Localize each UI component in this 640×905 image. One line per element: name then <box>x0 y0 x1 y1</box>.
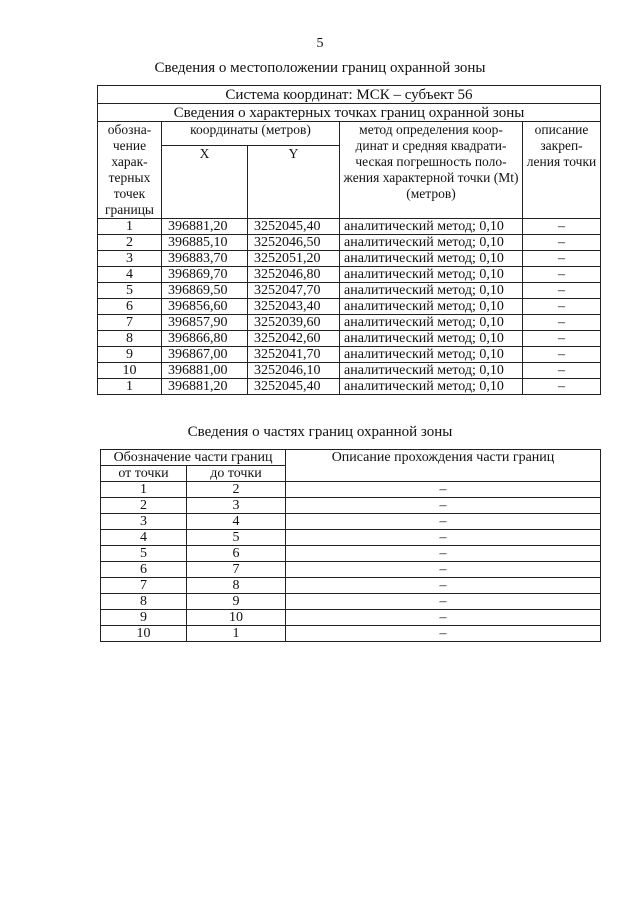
method-cell: аналитический метод; 0,10 <box>340 299 523 315</box>
table-row <box>98 267 601 283</box>
table-row <box>98 379 601 395</box>
coord-y: 3252046,50 <box>248 235 340 251</box>
boundary-points-table <box>97 85 601 395</box>
method-cell: аналитический метод; 0,10 <box>340 235 523 251</box>
description-cell: – <box>523 267 601 283</box>
boundary-points-body <box>98 219 601 395</box>
to-point: 1 <box>187 626 286 642</box>
part-description-cell: – <box>286 498 601 514</box>
method-cell: аналитический метод; 0,10 <box>340 379 523 395</box>
coord-x: 396856,60 <box>162 299 248 315</box>
point-number: 9 <box>98 347 162 363</box>
point-number: 7 <box>98 315 162 331</box>
from-point: 4 <box>101 530 187 546</box>
coord-x: 396869,70 <box>162 267 248 283</box>
header-method: метод определения коор-динат и средняя квадрати-ческая погрешность поло-жения характерной точки (Mt) (метров) <box>340 122 523 219</box>
section-title-boundaries: Сведения о местоположении границ охранной зоны <box>154 60 486 76</box>
part-description-cell: – <box>286 482 601 498</box>
point-number: 2 <box>98 235 162 251</box>
point-number: 6 <box>98 299 162 315</box>
coordinate-system-row: Система координат: МСК – субъект 56 <box>98 86 601 104</box>
header-to-point: до точки <box>187 466 286 482</box>
part-description-cell: – <box>286 562 601 578</box>
table-row <box>101 546 601 562</box>
header-from-point: от точки <box>101 466 187 482</box>
coord-x: 396883,70 <box>162 251 248 267</box>
from-point: 1 <box>101 482 187 498</box>
table-row <box>101 562 601 578</box>
table-row <box>98 219 601 235</box>
header-point-designation: обозна-чение харак-терных точек границы <box>98 122 162 219</box>
table-row <box>101 514 601 530</box>
table-row <box>98 315 601 331</box>
description-cell: – <box>523 331 601 347</box>
part-description-cell: – <box>286 530 601 546</box>
header-y: Y <box>248 146 340 219</box>
from-point: 10 <box>101 626 187 642</box>
table-row <box>98 331 601 347</box>
to-point: 7 <box>187 562 286 578</box>
coord-y: 3252051,20 <box>248 251 340 267</box>
description-cell: – <box>523 299 601 315</box>
to-point: 3 <box>187 498 286 514</box>
header-part-designation: Обозначение части границ <box>101 450 286 466</box>
part-description-cell: – <box>286 546 601 562</box>
table-row <box>101 498 601 514</box>
from-point: 3 <box>101 514 187 530</box>
description-cell: – <box>523 315 601 331</box>
table-row <box>101 594 601 610</box>
from-point: 5 <box>101 546 187 562</box>
coord-x: 396885,10 <box>162 235 248 251</box>
table-row <box>101 482 601 498</box>
page-number: 5 <box>316 36 324 51</box>
coord-x: 396881,20 <box>162 379 248 395</box>
coord-x: 396866,80 <box>162 331 248 347</box>
coord-y: 3252045,40 <box>248 379 340 395</box>
from-point: 7 <box>101 578 187 594</box>
description-cell: – <box>523 219 601 235</box>
description-cell: – <box>523 283 601 299</box>
to-point: 10 <box>187 610 286 626</box>
coord-x: 396881,20 <box>162 219 248 235</box>
from-point: 2 <box>101 498 187 514</box>
method-cell: аналитический метод; 0,10 <box>340 219 523 235</box>
method-cell: аналитический метод; 0,10 <box>340 315 523 331</box>
point-number: 5 <box>98 283 162 299</box>
coord-x: 396869,50 <box>162 283 248 299</box>
coord-y: 3252046,10 <box>248 363 340 379</box>
boundary-parts-table <box>100 449 601 642</box>
characteristic-points-row: Сведения о характерных точках границ охранной зоны <box>98 104 601 122</box>
point-number: 4 <box>98 267 162 283</box>
table-row <box>98 347 601 363</box>
part-description-cell: – <box>286 626 601 642</box>
table-row <box>101 530 601 546</box>
table-row <box>101 610 601 626</box>
coord-x: 396857,90 <box>162 315 248 331</box>
description-cell: – <box>523 363 601 379</box>
part-description-cell: – <box>286 610 601 626</box>
coord-x: 396881,00 <box>162 363 248 379</box>
table-row <box>98 299 601 315</box>
to-point: 9 <box>187 594 286 610</box>
header-x: X <box>162 146 248 219</box>
from-point: 6 <box>101 562 187 578</box>
coord-y: 3252039,60 <box>248 315 340 331</box>
description-cell: – <box>523 235 601 251</box>
point-number: 3 <box>98 251 162 267</box>
to-point: 2 <box>187 482 286 498</box>
coord-y: 3252041,70 <box>248 347 340 363</box>
point-number: 8 <box>98 331 162 347</box>
point-number: 10 <box>98 363 162 379</box>
coord-y: 3252046,80 <box>248 267 340 283</box>
description-cell: – <box>523 251 601 267</box>
to-point: 5 <box>187 530 286 546</box>
method-cell: аналитический метод; 0,10 <box>340 331 523 347</box>
header-description: описание закреп-ления точки <box>523 122 601 219</box>
point-number: 1 <box>98 379 162 395</box>
header-part-description: Описание прохождения части границ <box>286 450 601 482</box>
coord-y: 3252043,40 <box>248 299 340 315</box>
description-cell: – <box>523 347 601 363</box>
method-cell: аналитический метод; 0,10 <box>340 267 523 283</box>
table-row <box>98 235 601 251</box>
header-coordinates: координаты (метров) <box>162 122 340 146</box>
table-row <box>98 283 601 299</box>
from-point: 8 <box>101 594 187 610</box>
table-row <box>101 578 601 594</box>
section-title-parts: Сведения о частях границ охранной зоны <box>187 424 453 440</box>
part-description-cell: – <box>286 514 601 530</box>
table-row <box>101 626 601 642</box>
method-cell: аналитический метод; 0,10 <box>340 283 523 299</box>
point-number: 1 <box>98 219 162 235</box>
coord-x: 396867,00 <box>162 347 248 363</box>
description-cell: – <box>523 379 601 395</box>
coord-y: 3252045,40 <box>248 219 340 235</box>
to-point: 6 <box>187 546 286 562</box>
part-description-cell: – <box>286 594 601 610</box>
method-cell: аналитический метод; 0,10 <box>340 347 523 363</box>
method-cell: аналитический метод; 0,10 <box>340 251 523 267</box>
to-point: 8 <box>187 578 286 594</box>
from-point: 9 <box>101 610 187 626</box>
part-description-cell: – <box>286 578 601 594</box>
table-row <box>98 363 601 379</box>
coord-y: 3252047,70 <box>248 283 340 299</box>
to-point: 4 <box>187 514 286 530</box>
table-row <box>98 251 601 267</box>
method-cell: аналитический метод; 0,10 <box>340 363 523 379</box>
boundary-parts-body <box>101 482 601 642</box>
coord-y: 3252042,60 <box>248 331 340 347</box>
